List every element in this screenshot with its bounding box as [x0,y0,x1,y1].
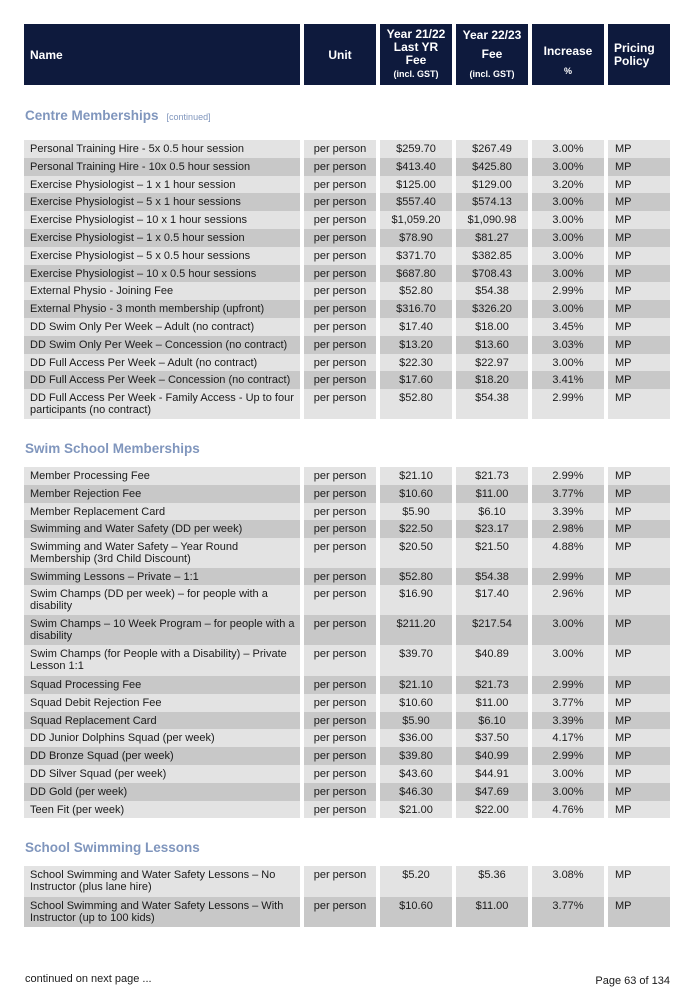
increase-cell: 4.76% [532,801,604,819]
table-row [24,520,670,538]
header-increase-unit: % [563,66,572,76]
fee-2223-cell: $21.50 [456,538,528,568]
table-row [24,282,670,300]
header-cur-fee-label: Fee [481,46,503,61]
fee-2122-cell: $687.80 [380,265,452,283]
unit-cell: per person [304,538,376,568]
fee-2122-cell: $52.80 [380,389,452,419]
increase-cell: 2.99% [532,747,604,765]
increase-cell: 3.77% [532,897,604,928]
table-row [24,336,670,354]
header-prev-gst: (incl. GST) [393,69,439,79]
unit-cell: per person [304,645,376,676]
increase-cell: 3.39% [532,503,604,521]
fee-2223-cell: $18.20 [456,371,528,389]
header-prev-fee [380,24,452,85]
pricing-policy-cell: MP [608,318,670,336]
pricing-policy-cell: MP [608,585,670,615]
table-row [24,265,670,283]
fee-2223-cell: $5.36 [456,866,528,897]
header-policy [608,24,670,85]
fee-2223-cell: $54.38 [456,389,528,419]
item-name-cell: DD Silver Squad (per week) [24,765,300,783]
item-name-cell: Exercise Physiologist – 1 x 0.5 hour session [24,229,300,247]
fee-2223-cell: $267.49 [456,140,528,158]
header-name: Name [24,24,300,85]
unit-cell: per person [304,467,376,485]
fee-2122-cell: $16.90 [380,585,452,615]
table-row [24,538,670,568]
pricing-policy-cell: MP [608,336,670,354]
table-row [24,747,670,765]
increase-cell: 3.39% [532,712,604,730]
unit-cell: per person [304,300,376,318]
item-name-cell: Swim Champs (for People with a Disability) – Private Lesson 1:1 [24,645,300,676]
increase-cell: 3.20% [532,176,604,194]
fee-2122-cell: $5.90 [380,712,452,730]
fee-2223-cell: $22.97 [456,354,528,372]
pricing-policy-cell: MP [608,247,670,265]
item-name-cell: DD Full Access Per Week – Concession (no contract) [24,371,300,389]
unit-cell: per person [304,676,376,694]
table-row [24,247,670,265]
fee-2223-cell: $40.99 [456,747,528,765]
item-name-cell: Swimming and Water Safety (DD per week) [24,520,300,538]
unit-cell: per person [304,193,376,211]
table-row [24,158,670,176]
pricing-policy-cell: MP [608,503,670,521]
section-table-school-swimming [24,866,670,927]
item-name-cell: Exercise Physiologist – 5 x 0.5 hour sessions [24,247,300,265]
item-name-cell: External Physio - Joining Fee [24,282,300,300]
fee-2223-cell: $217.54 [456,615,528,646]
fee-2122-cell: $125.00 [380,176,452,194]
header-prev-fee-line1: Last YR [393,40,439,54]
pricing-policy-cell: MP [608,801,670,819]
unit-cell: per person [304,801,376,819]
section-title: School Swimming Lessons [25,840,200,855]
fee-2122-cell: $21.10 [380,676,452,694]
item-name-cell: Swim Champs – 10 Week Program – for people with a disability [24,615,300,646]
unit-cell: per person [304,729,376,747]
table-row [24,729,670,747]
pricing-policy-cell: MP [608,211,670,229]
fee-2223-cell: $6.10 [456,712,528,730]
table-row [24,354,670,372]
fee-2122-cell: $13.20 [380,336,452,354]
unit-cell: per person [304,485,376,503]
unit-cell: per person [304,336,376,354]
header-cur-gst: (incl. GST) [469,68,515,79]
item-name-cell: Member Replacement Card [24,503,300,521]
item-name-cell: Squad Replacement Card [24,712,300,730]
increase-cell: 3.41% [532,371,604,389]
increase-cell: 3.00% [532,645,604,676]
fee-2122-cell: $259.70 [380,140,452,158]
pricing-policy-cell: MP [608,265,670,283]
increase-cell: 3.00% [532,300,604,318]
section-table-centre-memberships [24,140,670,419]
fee-2122-cell: $10.60 [380,485,452,503]
fee-2122-cell: $316.70 [380,300,452,318]
pricing-policy-cell: MP [608,229,670,247]
increase-cell: 3.00% [532,615,604,646]
pricing-policy-cell: MP [608,467,670,485]
unit-cell: per person [304,568,376,586]
fee-2122-cell: $5.90 [380,503,452,521]
unit-cell: per person [304,503,376,521]
increase-cell: 3.00% [532,229,604,247]
fee-2122-cell: $22.50 [380,520,452,538]
increase-cell: 3.00% [532,140,604,158]
table-row [24,318,670,336]
table-row [24,765,670,783]
increase-cell: 2.96% [532,585,604,615]
header-increase-label: Increase [543,44,593,58]
fee-2122-cell: $10.60 [380,694,452,712]
header-prev-year: Year 21/22 [386,27,446,41]
fee-2223-cell: $18.00 [456,318,528,336]
fee-2122-cell: $52.80 [380,282,452,300]
table-row [24,568,670,586]
fee-2223-cell: $40.89 [456,645,528,676]
table-row [24,585,670,615]
fee-2223-cell: $574.13 [456,193,528,211]
pricing-policy-cell: MP [608,354,670,372]
pricing-policy-cell: MP [608,765,670,783]
fee-2122-cell: $46.30 [380,783,452,801]
item-name-cell: Teen Fit (per week) [24,801,300,819]
increase-cell: 3.77% [532,485,604,503]
pricing-policy-cell: MP [608,300,670,318]
item-name-cell: School Swimming and Water Safety Lessons – No Instructor (plus lane hire) [24,866,300,897]
fee-2223-cell: $21.73 [456,676,528,694]
unit-cell: per person [304,520,376,538]
item-name-cell: Swimming and Water Safety – Year Round Membership (3rd Child Discount) [24,538,300,568]
increase-cell: 3.00% [532,783,604,801]
fee-2122-cell: $10.60 [380,897,452,928]
fee-2223-cell: $54.38 [456,282,528,300]
fee-2122-cell: $22.30 [380,354,452,372]
unit-cell: per person [304,282,376,300]
table-row [24,193,670,211]
fee-2122-cell: $21.10 [380,467,452,485]
fee-2223-cell: $11.00 [456,485,528,503]
header-policy-line2: Policy [614,53,650,68]
item-name-cell: Exercise Physiologist – 10 x 0.5 hour sessions [24,265,300,283]
increase-cell: 4.17% [532,729,604,747]
item-name-cell: Member Processing Fee [24,467,300,485]
unit-cell: per person [304,265,376,283]
fee-2223-cell: $326.20 [456,300,528,318]
pricing-policy-cell: MP [608,485,670,503]
unit-cell: per person [304,247,376,265]
item-name-cell: DD Swim Only Per Week – Adult (no contract) [24,318,300,336]
item-name-cell: DD Junior Dolphins Squad (per week) [24,729,300,747]
section-title-swim-school [25,441,200,456]
item-name-cell: Member Rejection Fee [24,485,300,503]
fee-2223-cell: $382.85 [456,247,528,265]
table-row [24,783,670,801]
fee-2122-cell: $413.40 [380,158,452,176]
fee-2223-cell: $37.50 [456,729,528,747]
increase-cell: 3.00% [532,354,604,372]
table-row [24,866,670,897]
item-name-cell: DD Full Access Per Week - Family Access - Up to four participants (no contract) [24,389,300,419]
fee-2122-cell: $17.60 [380,371,452,389]
pricing-policy-cell: MP [608,676,670,694]
increase-cell: 3.45% [532,318,604,336]
pricing-policy-cell: MP [608,568,670,586]
increase-cell: 2.99% [532,568,604,586]
unit-cell: per person [304,765,376,783]
fee-2223-cell: $47.69 [456,783,528,801]
fee-2223-cell: $22.00 [456,801,528,819]
item-name-cell: External Physio - 3 month membership (upfront) [24,300,300,318]
continued-note: continued on next page ... [25,973,152,985]
unit-cell: per person [304,371,376,389]
increase-cell: 4.88% [532,538,604,568]
fee-2223-cell: $425.80 [456,158,528,176]
item-name-cell: DD Bronze Squad (per week) [24,747,300,765]
fee-2122-cell: $17.40 [380,318,452,336]
fee-2223-cell: $23.17 [456,520,528,538]
table-row [24,645,670,676]
fee-2223-cell: $708.43 [456,265,528,283]
item-name-cell: Swim Champs (DD per week) – for people with a disability [24,585,300,615]
unit-cell: per person [304,866,376,897]
unit-cell: per person [304,176,376,194]
pricing-policy-cell: MP [608,615,670,646]
increase-cell: 2.99% [532,389,604,419]
pricing-policy-cell: MP [608,158,670,176]
fee-2122-cell: $20.50 [380,538,452,568]
fee-2122-cell: $557.40 [380,193,452,211]
unit-cell: per person [304,389,376,419]
header-cur-year: Year 22/23 [462,27,522,42]
table-row [24,485,670,503]
pricing-policy-cell: MP [608,712,670,730]
table-row [24,300,670,318]
unit-cell: per person [304,229,376,247]
increase-cell: 2.98% [532,520,604,538]
unit-cell: per person [304,318,376,336]
fee-2223-cell: $81.27 [456,229,528,247]
increase-cell: 3.00% [532,193,604,211]
increase-cell: 3.08% [532,866,604,897]
increase-cell: 2.99% [532,282,604,300]
table-row [24,371,670,389]
pricing-policy-cell: MP [608,140,670,158]
fee-2223-cell: $54.38 [456,568,528,586]
pricing-policy-cell: MP [608,176,670,194]
table-row [24,694,670,712]
item-name-cell: DD Gold (per week) [24,783,300,801]
header-unit: Unit [304,24,376,85]
table-row [24,140,670,158]
item-name-cell: DD Full Access Per Week – Adult (no contract) [24,354,300,372]
pricing-policy-cell: MP [608,371,670,389]
fee-2122-cell: $5.20 [380,866,452,897]
fee-2122-cell: $36.00 [380,729,452,747]
pricing-policy-cell: MP [608,389,670,419]
unit-cell: per person [304,694,376,712]
increase-cell: 3.00% [532,765,604,783]
unit-cell: per person [304,158,376,176]
fee-2223-cell: $13.60 [456,336,528,354]
fee-2122-cell: $21.00 [380,801,452,819]
pricing-policy-cell: MP [608,866,670,897]
unit-cell: per person [304,211,376,229]
unit-cell: per person [304,615,376,646]
header-policy-line1: Pricing [614,40,655,55]
item-name-cell: Personal Training Hire - 5x 0.5 hour session [24,140,300,158]
table-row [24,467,670,485]
increase-cell: 3.77% [532,694,604,712]
section-title: Swim School Memberships [25,441,200,456]
fee-2223-cell: $11.00 [456,694,528,712]
fee-2223-cell: $6.10 [456,503,528,521]
increase-cell: 3.00% [532,265,604,283]
table-row [24,712,670,730]
header-increase [532,24,604,85]
fee-2223-cell: $21.73 [456,467,528,485]
increase-cell: 3.00% [532,158,604,176]
pricing-policy-cell: MP [608,897,670,928]
pricing-policy-cell: MP [608,282,670,300]
table-row [24,503,670,521]
item-name-cell: School Swimming and Water Safety Lessons – With Instructor (up to 100 kids) [24,897,300,928]
increase-cell: 3.03% [532,336,604,354]
fee-2122-cell: $39.80 [380,747,452,765]
increase-cell: 3.00% [532,211,604,229]
increase-cell: 3.00% [532,247,604,265]
section-title-centre-memberships [25,108,211,123]
pricing-policy-cell: MP [608,645,670,676]
table-row [24,229,670,247]
table-row [24,389,670,419]
header-prev-fee-line2: Fee [405,53,427,67]
unit-cell: per person [304,585,376,615]
pricing-policy-cell: MP [608,538,670,568]
increase-cell: 2.99% [532,676,604,694]
table-row [24,176,670,194]
pricing-policy-cell: MP [608,729,670,747]
unit-cell: per person [304,354,376,372]
table-row [24,897,670,928]
section-note: [continued] [166,112,211,122]
section-title-school-swimming [25,840,200,855]
unit-cell: per person [304,783,376,801]
item-name-cell: Exercise Physiologist – 5 x 1 hour sessions [24,193,300,211]
fee-2223-cell: $129.00 [456,176,528,194]
fee-2122-cell: $43.60 [380,765,452,783]
table-row [24,615,670,646]
header-cur-fee [456,24,528,85]
pricing-policy-cell: MP [608,193,670,211]
item-name-cell: Exercise Physiologist – 10 x 1 hour sessions [24,211,300,229]
item-name-cell: Squad Processing Fee [24,676,300,694]
unit-cell: per person [304,747,376,765]
table-row [24,211,670,229]
fee-2223-cell: $17.40 [456,585,528,615]
fee-2122-cell: $39.70 [380,645,452,676]
table-header [24,24,670,85]
fee-2223-cell: $44.91 [456,765,528,783]
section-title: Centre Memberships [25,108,159,123]
item-name-cell: Swimming Lessons – Private – 1:1 [24,568,300,586]
fee-2223-cell: $1,090.98 [456,211,528,229]
fee-2122-cell: $371.70 [380,247,452,265]
fee-2122-cell: $1,059.20 [380,211,452,229]
page-number: Page 63 of 134 [595,975,670,987]
fee-2122-cell: $211.20 [380,615,452,646]
table-row [24,676,670,694]
table-row [24,801,670,819]
unit-cell: per person [304,897,376,928]
pricing-policy-cell: MP [608,520,670,538]
pricing-policy-cell: MP [608,783,670,801]
fee-2223-cell: $11.00 [456,897,528,928]
item-name-cell: Squad Debit Rejection Fee [24,694,300,712]
section-table-swim-school [24,467,670,818]
item-name-cell: DD Swim Only Per Week – Concession (no contract) [24,336,300,354]
fee-2122-cell: $52.80 [380,568,452,586]
fee-2122-cell: $78.90 [380,229,452,247]
pricing-policy-cell: MP [608,747,670,765]
item-name-cell: Personal Training Hire - 10x 0.5 hour session [24,158,300,176]
pricing-policy-cell: MP [608,694,670,712]
item-name-cell: Exercise Physiologist – 1 x 1 hour session [24,176,300,194]
unit-cell: per person [304,712,376,730]
increase-cell: 2.99% [532,467,604,485]
unit-cell: per person [304,140,376,158]
